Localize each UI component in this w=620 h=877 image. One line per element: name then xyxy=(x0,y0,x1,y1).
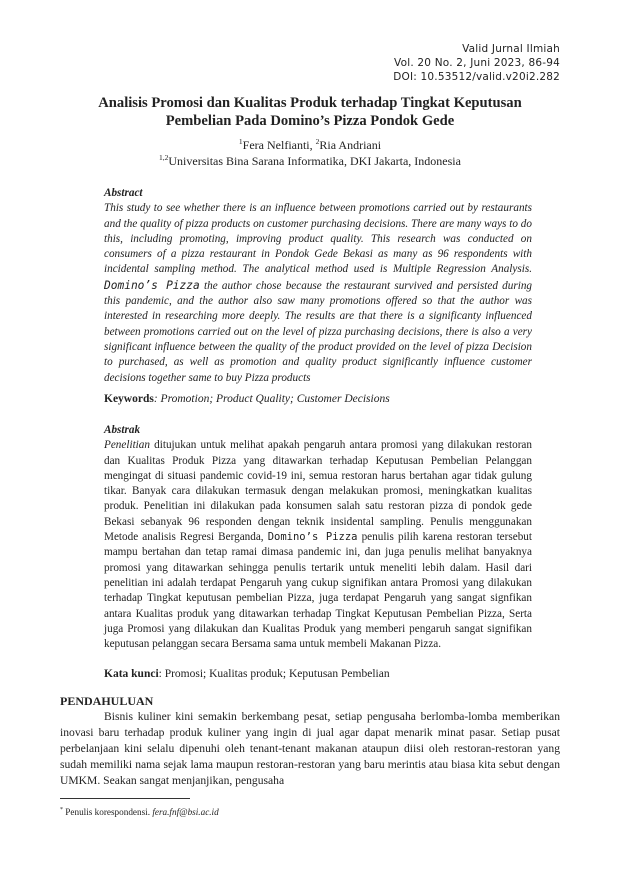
affiliation-mark: 1,2 xyxy=(159,152,169,162)
keywords-indonesian xyxy=(104,667,532,682)
abstract-text-part-2: the author chose because the restaurant survived and persisted during this pandemic, and the author also saw many promotions offered so that the author was interested in researching more deeply. The results are that there is a significanty influenced between promotions carried out on the level of pizza purchasing decisions, there is also a very significant influence between the quality of the product provided on the level of pizza Decision to purchased, as well as promotion and quality product significantly influence customer decisions together same to buy Pizza products xyxy=(104,279,533,384)
abstrak-brand: Domino’s Pizza xyxy=(267,531,358,544)
footnote-mark: * xyxy=(60,807,63,813)
abstract-brand: Domino’s Pizza xyxy=(104,278,200,292)
kata-kunci-label: Kata kunci xyxy=(104,668,159,680)
affiliation xyxy=(60,154,560,170)
author-1: Fera Nelfianti, xyxy=(242,138,316,152)
footnote xyxy=(60,806,219,818)
abstract-indonesian xyxy=(104,423,532,652)
abstrak-text-part-2: penulis pilih karena restoran tersebut mampu bertahan dan tetap ramai dimasa pandemic ini, dan juga penulis melihat banyaknya promosi yang ditawarkan sehingga penulis tertarik untuk meneliti lebih dalam. Hasil dari penelitian ini adalah terdapat Pengaruh yang cukup signifikan antara Promosi yang dilakukan terhadap Tingkat keputusan pembelian Pizza, juga terdapat Pengaruh yang sangat signfikan antara Kualitas produk yang ditawarkan terhadap Tingkat Keputusan Pembelian Pizza, Serta juga Promosi yang dilakukan dan Kualitas Produk yang memberi pengaruh sangat signifikan keputusan pelanggan secara Bersama sama untuk membeli Makanan Pizza. xyxy=(104,531,532,651)
kata-kunci-list: : Promosi; Kualitas produk; Keputusan Pembelian xyxy=(158,668,390,680)
abstract-text xyxy=(104,201,532,386)
title-line-2: Pembelian Pada Domino’s Pizza Pondok Gede xyxy=(165,113,455,129)
footnote-label: Penulis korespondensi. xyxy=(65,807,153,817)
introduction-paragraph: Bisnis kuliner kini semakin berkembang pesat, setiap pengusaha berlomba-lomba memberikan inovasi baru terhadap produk kuliner yang ingin di jual agar dapat menarik minat pasar. Setiap pusat perbelanjaan kini selalu dipenuhi oleh tenant-tenant makanan ataupun diisi oleh restoran-restoran yang sudah memiliki nama sejak lama maupun restoran-restoran yang baru merintis atau biasa kita sebut dengan UMKM. Seakan sangat menjanjikan, pengusaha xyxy=(60,710,560,787)
section-heading-introduction: PENDAHULUAN xyxy=(60,694,154,708)
author-1-mark: 1 xyxy=(238,137,243,146)
journal-volume: Vol. 20 No. 2, Juni 2023, 86-94 xyxy=(394,57,560,69)
affiliation-text: Universitas Bina Sarana Informatika, DKI Jakarta, Indonesia xyxy=(168,153,461,168)
author-block xyxy=(60,138,560,169)
abstrak-text xyxy=(104,438,532,652)
author-names xyxy=(60,138,560,154)
abstrak-lead-word: Penelitian xyxy=(104,439,150,452)
journal-header xyxy=(393,42,560,84)
abstrak-text-part-1: ditujukan untuk melihat apakah pengaruh antara promosi yang dilakukan restoran dan Kualitas Produk Pizza yang ditawarkan terhadap Keputusan Pembelian Pelanggan mengingat di situasi pandemic covid-19 ini, semua restoran harus bertahan agar tidak gulung tikar. Banyak cara dilakukan termasuk dengan melakukan promosi, meningkatkan kualitas produk. Penelitian ini dilakukan pada konsumen salah satu restoran pizza di pondok gede Bekasi sebanyak 96 responden dengan teknik insidental sampling. Penulis menggunakan Metode analisis Regresi Berganda, xyxy=(104,439,532,544)
author-2-mark: 2 xyxy=(315,137,320,146)
paper-title xyxy=(60,94,560,130)
abstract-text-part-1: This study to see whether there is an influence between promotions carried out by restaurants and the quality of pizza products on customer purchasing decisions. There are many ways to do this, including promoting, improving product quality. This research was conducted on consumers of a pizza restaurant in Pondok Gede Bekasi as many as 96 respondents with incidental sampling method. The analytical method used is Multiple Regression Analysis. xyxy=(104,202,532,276)
abstract-english xyxy=(104,186,532,386)
journal-name: Valid Jurnal Ilmiah xyxy=(462,43,560,55)
keywords-english xyxy=(104,392,532,407)
footnote-divider xyxy=(60,798,190,799)
author-2: Ria Andriani xyxy=(319,138,382,152)
journal-doi: DOI: 10.53512/valid.v20i2.282 xyxy=(393,71,560,83)
title-line-1: Analisis Promosi dan Kualitas Produk terhadap Tingkat Keputusan xyxy=(98,95,522,111)
correspondence-email: fera.fnf@bsi.ac.id xyxy=(152,807,219,817)
abstrak-heading: Abstrak xyxy=(104,424,141,436)
abstract-heading: Abstract xyxy=(104,187,143,199)
keywords-label: Keywords xyxy=(104,393,154,405)
keywords-list: : Promotion; Product Quality; Customer Decisions xyxy=(153,393,390,405)
